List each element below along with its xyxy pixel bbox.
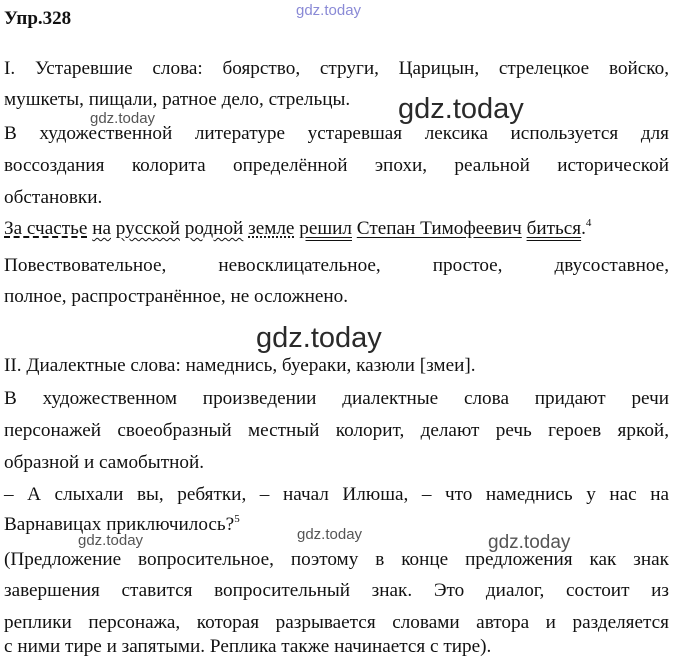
- explanation-line1: (Предложение вопросительное, поэтому в конце предложения как знак: [4, 549, 669, 570]
- part2-paragraph-line2: персонажей своеобразный местный колорит, делают речь героев яркой,: [4, 420, 669, 441]
- part1-paragraph-line2: воссоздания колорита определённой эпохи, реальной исторической: [4, 155, 669, 176]
- sentence-word-za-schastie: За счастье: [4, 218, 88, 239]
- sentence-word-stepan: Степан Тимофеевич: [356, 218, 522, 239]
- quote-line2: [4, 514, 240, 536]
- sentence-word-zemle: земле: [248, 218, 295, 239]
- parsed-sentence: [4, 218, 591, 240]
- exercise-title: Упр.328: [4, 8, 72, 29]
- quote-line2-text: Варнавицах приключилось?: [4, 514, 235, 535]
- part2-paragraph-line1: В художественном произведении диалектные слова придают речи: [4, 388, 669, 409]
- sentence-word-na: на: [92, 218, 111, 239]
- sentence-footnote: 4: [585, 217, 592, 229]
- watermark-small-1: gdz.today: [90, 110, 156, 127]
- quote-line1: – А слыхали вы, ребятки, – начал Илюша, – что намеднись у нас на: [4, 484, 669, 505]
- watermark-small-4: gdz.today: [488, 532, 571, 553]
- sentence-word-rodnoy: родной: [184, 218, 244, 239]
- characteristic-line2: полное, распространённое, не осложнено.: [4, 286, 349, 307]
- sentence-word-bitsya: биться: [526, 218, 582, 239]
- part2-heading: II. Диалектные слова: намеднись, буераки, казюли [змеи].: [4, 355, 476, 376]
- sentence-period: .: [581, 218, 586, 239]
- explanation-line4: с ними тире и запятыми. Реплика также начинается с тире).: [4, 636, 492, 657]
- part1-paragraph-line1: В художественной литературе устаревшая лексика используется для: [4, 123, 669, 144]
- part1-paragraph-line3: обстановки.: [4, 187, 103, 208]
- watermark-big-2: gdz.today: [256, 322, 382, 354]
- part1-heading-line1: I. Устаревшие слова: боярство, струги, Царицын, стрелецкое войско,: [4, 58, 669, 79]
- watermark-top: gdz.today: [296, 2, 362, 19]
- explanation-line2: завершения ставится вопросительный знак. Это диалог, состоит из: [4, 580, 669, 601]
- watermark-big-1: gdz.today: [398, 93, 524, 125]
- part1-heading-line2: мушкеты, пищали, ратное дело, стрельцы.: [4, 89, 351, 110]
- sentence-word-reshil: решил: [299, 218, 352, 239]
- sentence-word-russkoy: русской: [115, 218, 180, 239]
- watermark-small-3: gdz.today: [297, 526, 363, 543]
- quote-footnote: 5: [234, 513, 240, 525]
- part2-paragraph-line3: образной и самобытной.: [4, 452, 205, 473]
- watermark-small-2: gdz.today: [78, 532, 144, 549]
- explanation-line3: реплики персонажа, которая разрывается словами автора и разделяется: [4, 612, 669, 633]
- characteristic-line1: Повествовательное, невосклицательное, простое, двусоставное,: [4, 255, 669, 276]
